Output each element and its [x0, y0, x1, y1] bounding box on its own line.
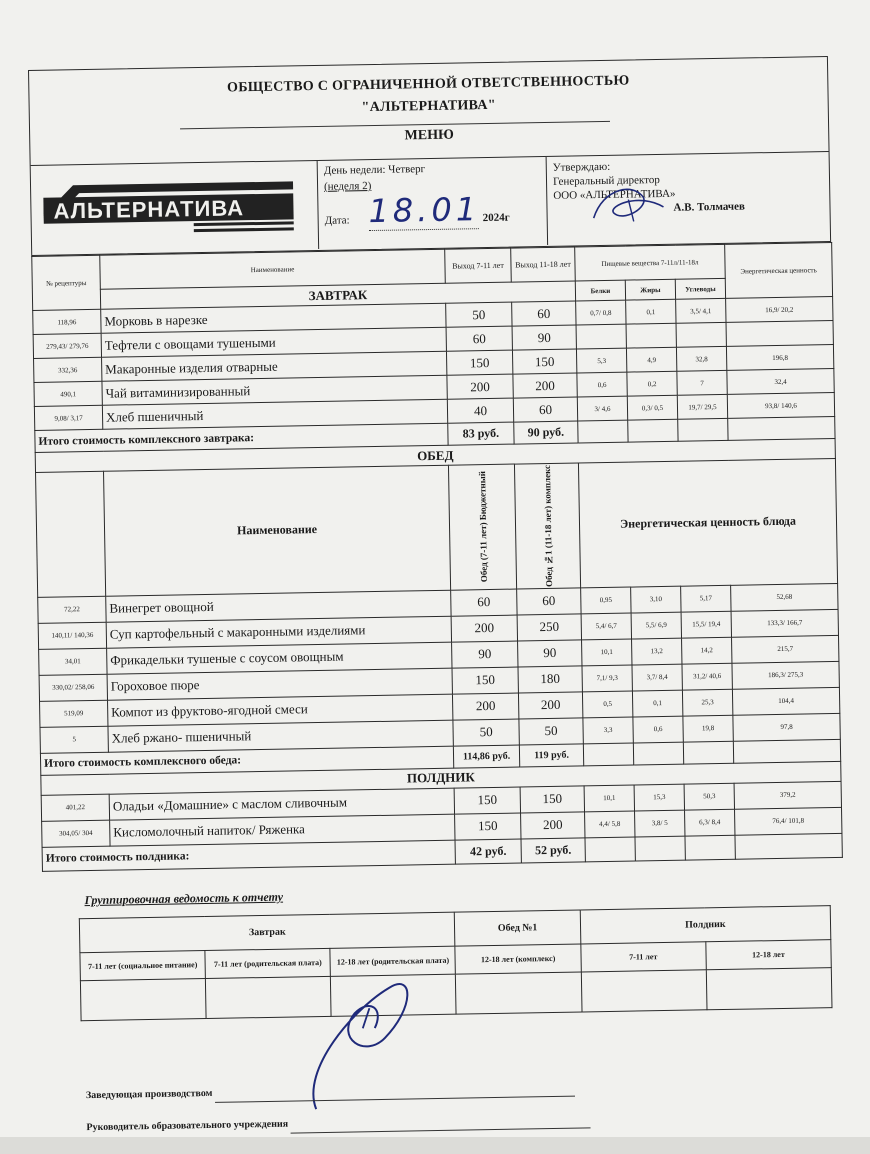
output-11-18: 150 [512, 349, 576, 374]
grouping-s1: 7-11 лет [580, 942, 706, 972]
dish-name: Компот из фруктово-ягодной смеси [108, 694, 453, 726]
footer-school [86, 1110, 590, 1137]
output-7-11: 150 [446, 350, 512, 375]
carbs: 19,8 [683, 715, 733, 742]
output-7-11: 200 [447, 374, 513, 399]
col-name: Наименование [100, 249, 446, 289]
protein: 3,3 [583, 717, 633, 744]
protein: 10,1 [584, 785, 634, 812]
energy [726, 320, 833, 346]
dish-code: 72,22 [38, 596, 106, 623]
energy: 16,9/ 20,2 [726, 296, 833, 322]
carbs: 32,8 [676, 346, 726, 371]
col-protein: Белки [575, 280, 625, 301]
fat: 0,3/ 0,5 [627, 395, 677, 420]
dish-code: 140,11/ 140,36 [38, 622, 106, 649]
fat: 4,9 [626, 347, 676, 372]
grouping-lunch: Обед №1 [455, 910, 581, 946]
protein: 0,5 [582, 691, 632, 718]
menu-title: МЕНЮ [404, 127, 454, 144]
output-7-11: 40 [447, 398, 513, 423]
protein: 7,1/ 9,3 [582, 665, 632, 692]
menu-document [28, 56, 847, 1154]
dish-code: 490,1 [34, 381, 102, 406]
day-of-week: День недели: Четверг [323, 163, 426, 177]
lunch-col-name: Наименование [104, 465, 451, 596]
output-7-11: 60 [451, 589, 517, 616]
carbs: 19,7/ 29,5 [677, 394, 727, 419]
dish-code: 401,22 [41, 794, 109, 821]
dish-code: 5 [40, 726, 108, 753]
fat: 3,7/ 8,4 [632, 664, 682, 691]
output-11-18: 200 [513, 373, 577, 398]
organization-line-2: "АЛЬТЕРНАТИВА" [361, 97, 496, 116]
energy: 104,4 [732, 687, 839, 715]
carbs: 7 [677, 370, 727, 395]
breakfast-rows [33, 296, 835, 430]
document-header [28, 56, 831, 256]
output-7-11: 50 [446, 302, 512, 327]
footer-signatures [45, 1030, 847, 1154]
energy: 97,8 [733, 713, 840, 741]
dish-name: Гороховое пюре [107, 668, 452, 700]
output-7-11: 150 [455, 813, 521, 840]
lunch-col-energy: Энергетическая ценность блюда [578, 458, 837, 587]
dish-code: 118,96 [33, 309, 101, 334]
breakfast-total-7-11: 83 руб. [448, 422, 514, 445]
approve-label: Утверждаю: [552, 160, 611, 174]
output-11-18: 200 [518, 692, 582, 719]
col-recipe-number: № рецептуры [32, 255, 101, 310]
carbs: 5,17 [681, 585, 731, 612]
output-11-18: 150 [520, 786, 584, 813]
grouping-s2: 12-18 лет [706, 940, 832, 970]
organization-name [29, 57, 828, 125]
fat: 15,3 [634, 784, 684, 811]
protein: 4,4/ 5,8 [585, 811, 635, 838]
week-number: (неделя 2) [323, 180, 372, 193]
col-energy: Энергетическая ценность [725, 243, 833, 299]
dish-name: Морковь в нарезке [101, 303, 446, 333]
fat [626, 323, 676, 348]
carbs: 31,2/ 40,6 [682, 663, 732, 690]
grouping-snack: Полдник [580, 906, 831, 944]
dish-name: Оладьи «Домашние» с маслом сливочным [109, 788, 454, 820]
output-11-18: 60 [512, 301, 576, 326]
dish-name: Макаронные изделия отварные [102, 351, 447, 381]
col-fat: Жиры [625, 279, 675, 300]
protein [576, 324, 626, 349]
lunch-header-row [36, 458, 838, 597]
energy: 379,2 [734, 781, 841, 809]
breakfast-total-11-18: 90 руб. [514, 421, 578, 444]
fat: 0,6 [633, 716, 683, 743]
protein: 5,4/ 6,7 [581, 613, 631, 640]
fat: 13,2 [632, 638, 682, 665]
school-signature-line [291, 1127, 591, 1133]
output-11-18: 90 [512, 325, 576, 350]
dish-name: Хлеб пшеничный [102, 399, 447, 429]
lunch-col-output-7-11 [448, 464, 516, 590]
header-info-row [31, 151, 830, 255]
fat: 0,2 [627, 371, 677, 396]
handwritten-date: 18.01 [368, 190, 481, 231]
energy: 32,4 [727, 368, 834, 394]
approve-company: ООО «АЛЬТЕРНАТИВА» [553, 187, 676, 202]
snack-total-11-18: 52 руб. [521, 838, 585, 863]
energy: 76,4/ 101,8 [735, 807, 842, 835]
breakfast-total-label: Итого стоимость комплексного завтрака: [35, 423, 448, 452]
output-11-18: 250 [517, 614, 581, 641]
snack-total-7-11: 42 руб. [455, 839, 521, 864]
dish-name: Фрикадельки тушеные с соусом овощным [107, 642, 452, 674]
energy: 133,3/ 166,7 [731, 609, 838, 637]
output-11-18: 60 [517, 588, 581, 615]
lunch-col-output-7-11-text: Обед (7-11 лет) Бюджетный [476, 471, 489, 583]
carbs: 15,5/ 19,4 [681, 611, 731, 638]
fat: 3,8/ 5 [635, 810, 685, 837]
year: 2024г [482, 211, 510, 225]
fat: 5,5/ 6,9 [631, 612, 681, 639]
lunch-col-output-11-18-text: Обед №1 (11-18 лет) комплекс [541, 464, 554, 588]
protein: 0,95 [581, 587, 631, 614]
output-11-18: 90 [518, 640, 582, 667]
logo-text: АЛЬТЕРНАТИВА [53, 195, 245, 224]
lunch-col-output-11-18 [514, 463, 580, 589]
output-11-18: 200 [521, 812, 585, 839]
carbs: 50,3 [684, 783, 734, 810]
dish-name: Хлеб ржано- пшеничный [108, 720, 453, 752]
menu-table [31, 242, 843, 872]
energy: 52,68 [731, 583, 838, 611]
col-output-11-18: Выход 11-18 лет [511, 247, 576, 282]
approve-name: А.В. Толмачев [673, 200, 746, 214]
output-7-11: 150 [454, 787, 520, 814]
logo-graphic [43, 167, 304, 246]
dish-name: Кисломолочный напиток/ Ряженка [110, 814, 455, 846]
approve-position: Генеральный директор [552, 173, 660, 188]
grouping-b3: 12-18 лет (родительская плата) [330, 946, 456, 976]
fat: 0,1 [632, 690, 682, 717]
fat: 3,10 [631, 586, 681, 613]
breakfast-section-title: ЗАВТРАК [100, 281, 575, 309]
output-7-11: 50 [453, 719, 519, 746]
dish-name: Чай витаминизированный [102, 375, 447, 405]
lunch-total-label: Итого стоимость комплексного обеда: [40, 746, 453, 775]
protein: 5,3 [576, 348, 626, 373]
organization-line-1: ОБЩЕСТВО С ОГРАНИЧЕННОЙ ОТВЕТСТВЕННОСТЬЮ [226, 73, 630, 96]
lunch-total-11-18: 119 руб. [519, 744, 583, 767]
footer-production-label: Заведующая производством [85, 1087, 213, 1102]
energy: 186,3/ 275,3 [732, 661, 839, 689]
fat: 0,1 [626, 299, 676, 324]
protein: 10,1 [582, 639, 632, 666]
col-nutrients: Пищевые вещества 7-11л/11-18л [575, 244, 726, 281]
dish-name: Тефтели с овощами тушеными [101, 327, 446, 357]
protein: 0,7/ 0,8 [576, 300, 626, 325]
dish-code: 330,02/ 258,06 [39, 674, 107, 701]
energy: 93,8/ 140,6 [727, 392, 834, 418]
grouping-b1: 7-11 лет (социальное питание) [80, 951, 206, 981]
energy: 196,8 [726, 344, 833, 370]
grouping-title: Группировочная ведомость к отчету [84, 889, 284, 908]
protein: 0,6 [577, 372, 627, 397]
grouping-breakfast: Завтрак [79, 912, 455, 953]
carbs: 3,5/ 4,1 [676, 298, 726, 323]
carbs: 14,2 [682, 637, 732, 664]
carbs: 6,3/ 8,4 [685, 809, 735, 836]
col-carbs: Углеводы [675, 278, 725, 299]
dish-name: Суп картофельный с макаронными изделиями [106, 616, 451, 648]
director-signature [583, 177, 674, 229]
output-7-11: 60 [446, 326, 512, 351]
dish-code: 9,08/ 3,17 [34, 405, 102, 430]
company-logo [43, 167, 304, 246]
snack-section-title: ПОЛДНИК [41, 761, 841, 795]
approval-block [553, 156, 824, 217]
dish-code: 279,43/ 279,76 [33, 333, 101, 358]
lunch-total-7-11: 114,86 руб. [453, 745, 519, 768]
output-7-11: 200 [451, 615, 517, 642]
day-box [317, 157, 549, 249]
output-11-18: 60 [513, 397, 577, 422]
dish-code: 304,05/ 304 [42, 820, 110, 847]
output-11-18: 50 [519, 718, 583, 745]
carbs [676, 322, 726, 347]
date-label: Дата: [324, 214, 350, 227]
grouping-l1: 12-18 лет (комплекс) [455, 944, 581, 974]
protein: 3/ 4,6 [577, 396, 627, 421]
dish-code: 332,36 [34, 357, 102, 382]
dish-name: Винегрет овощной [106, 590, 451, 622]
energy: 215,7 [732, 635, 839, 663]
grouping-table [79, 905, 833, 1021]
col-output-7-11: Выход 7-11 лет [445, 248, 512, 283]
dish-code: 519,09 [40, 700, 108, 727]
output-11-18: 180 [518, 666, 582, 693]
carbs: 25,3 [682, 689, 732, 716]
lunch-section-title: ОБЕД [35, 438, 835, 472]
output-7-11: 150 [452, 667, 518, 694]
footer-school-label: Руководитель образовательного учреждения [86, 1118, 289, 1134]
grouping-b2: 7-11 лет (родительская плата) [205, 948, 331, 978]
output-7-11: 90 [452, 641, 518, 668]
output-7-11: 200 [452, 693, 518, 720]
dish-code: 34,01 [39, 648, 107, 675]
snack-total-label: Итого стоимость полдника: [42, 840, 455, 871]
lunch-rows [38, 583, 841, 753]
